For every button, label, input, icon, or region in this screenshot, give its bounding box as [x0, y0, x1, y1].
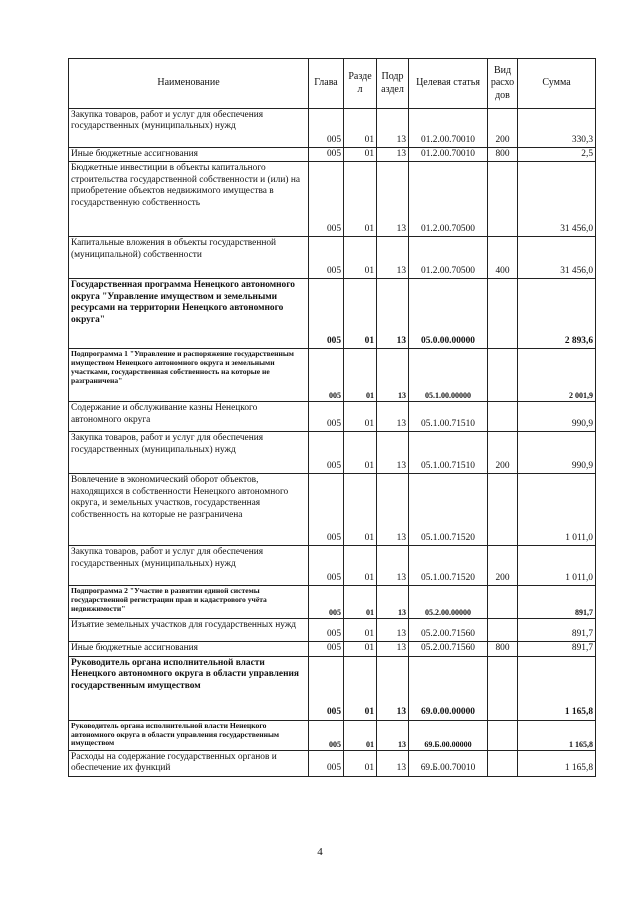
cell-sum: 1 011,0 — [518, 474, 596, 546]
cell-section: 01 — [344, 586, 377, 619]
cell-chapter: 005 — [309, 109, 344, 148]
cell-chapter: 005 — [309, 750, 344, 776]
cell-section: 01 — [344, 109, 377, 148]
header-target: Целевая статья — [409, 59, 488, 109]
cell-sum: 891,7 — [518, 619, 596, 642]
cell-type — [488, 402, 518, 432]
cell-name: Подпрограмма 2 "Участие в развитии единой системы государственной регистрации прав и кадастрового учёта недвижимости" — [69, 586, 309, 619]
table-row — [69, 750, 596, 776]
table-row — [69, 642, 596, 656]
cell-name: Изъятие земельных участков для государственных нужд — [69, 619, 309, 642]
cell-section: 01 — [344, 237, 377, 279]
cell-name: Подпрограмма 1 "Управление и распоряжение государственным имуществом Ненецкого автономного округа и земельными участками, государственная собственность на которые не разграничена" — [69, 349, 309, 402]
cell-subsection: 13 — [377, 402, 409, 432]
cell-chapter: 005 — [309, 642, 344, 656]
cell-name: Руководитель органа исполнительной власти Ненецкого автономного округа в области управления государственным имуществом — [69, 656, 309, 720]
table-header-row — [69, 59, 596, 109]
cell-type — [488, 750, 518, 776]
cell-subsection: 13 — [377, 586, 409, 619]
cell-section: 01 — [344, 720, 377, 750]
table-row — [69, 546, 596, 586]
table-row — [69, 349, 596, 402]
cell-sum: 31 456,0 — [518, 237, 596, 279]
cell-name: Вовлечение в экономический оборот объектов, находящихся в собственности Ненецкого автономного округа, и земельных участков, государственная собственность на которые не разграничена — [69, 474, 309, 546]
cell-subsection: 13 — [377, 148, 409, 162]
cell-section: 01 — [344, 750, 377, 776]
cell-target: 05.1.00.71520 — [409, 546, 488, 586]
cell-name: Бюджетные инвестиции в объекты капитального строительства государственной собственности и (или) на приобретение объектов недвижимого имущества в государственную собственность — [69, 162, 309, 237]
cell-target: 05.2.00.71560 — [409, 642, 488, 656]
cell-type — [488, 720, 518, 750]
cell-section: 01 — [344, 402, 377, 432]
table-row — [69, 279, 596, 349]
cell-chapter: 005 — [309, 237, 344, 279]
cell-target: 05.2.00.00000 — [409, 586, 488, 619]
cell-chapter: 005 — [309, 349, 344, 402]
cell-chapter: 005 — [309, 148, 344, 162]
cell-name: Закупка товаров, работ и услуг для обеспечения государственных (муниципальных) нужд — [69, 432, 309, 474]
table-row — [69, 619, 596, 642]
cell-subsection: 13 — [377, 349, 409, 402]
cell-target: 05.1.00.71510 — [409, 402, 488, 432]
cell-type: 800 — [488, 148, 518, 162]
header-chapter: Глава — [309, 59, 344, 109]
table-row — [69, 432, 596, 474]
cell-name: Иные бюджетные ассигнования — [69, 148, 309, 162]
table-row — [69, 720, 596, 750]
cell-section: 01 — [344, 546, 377, 586]
table-row — [69, 237, 596, 279]
cell-sum: 2 893,6 — [518, 279, 596, 349]
cell-subsection: 13 — [377, 432, 409, 474]
cell-chapter: 005 — [309, 432, 344, 474]
cell-section: 01 — [344, 656, 377, 720]
cell-target: 01.2.00.70500 — [409, 162, 488, 237]
cell-subsection: 13 — [377, 279, 409, 349]
cell-type — [488, 279, 518, 349]
table-row — [69, 474, 596, 546]
cell-subsection: 13 — [377, 162, 409, 237]
cell-name: Государственная программа Ненецкого автономного округа "Управление имуществом и земельными ресурсами на территории Ненецкого автономного округа" — [69, 279, 309, 349]
cell-target: 69.0.00.00000 — [409, 656, 488, 720]
cell-sum: 1 165,8 — [518, 750, 596, 776]
cell-target: 69.Б.00.00000 — [409, 720, 488, 750]
cell-target: 69.Б.00.70010 — [409, 750, 488, 776]
cell-name: Содержание и обслуживание казны Ненецкого автономного округа — [69, 402, 309, 432]
cell-subsection: 13 — [377, 619, 409, 642]
header-subsection: Подр аздел — [377, 59, 409, 109]
cell-type — [488, 474, 518, 546]
cell-target: 01.2.00.70500 — [409, 237, 488, 279]
cell-type — [488, 349, 518, 402]
cell-subsection: 13 — [377, 546, 409, 586]
cell-sum: 2 001,9 — [518, 349, 596, 402]
table-row — [69, 586, 596, 619]
cell-chapter: 005 — [309, 656, 344, 720]
cell-name: Руководитель органа исполнительной власти Ненецкого автономного округа в области управления государственным имуществом — [69, 720, 309, 750]
header-section: Разде л — [344, 59, 377, 109]
cell-type: 200 — [488, 432, 518, 474]
cell-chapter: 005 — [309, 162, 344, 237]
cell-name: Закупка товаров, работ и услуг для обеспечения государственных (муниципальных) нужд — [69, 546, 309, 586]
cell-sum: 891,7 — [518, 586, 596, 619]
cell-type: 400 — [488, 237, 518, 279]
cell-chapter: 005 — [309, 720, 344, 750]
header-type: Вид расхо дов — [488, 59, 518, 109]
cell-section: 01 — [344, 162, 377, 237]
table-row — [69, 656, 596, 720]
cell-chapter: 005 — [309, 474, 344, 546]
cell-subsection: 13 — [377, 720, 409, 750]
cell-sum: 891,7 — [518, 642, 596, 656]
cell-subsection: 13 — [377, 642, 409, 656]
cell-name: Расходы на содержание государственных органов и обеспечение их функций — [69, 750, 309, 776]
header-sum: Сумма — [518, 59, 596, 109]
cell-target: 05.1.00.71510 — [409, 432, 488, 474]
cell-sum: 990,9 — [518, 432, 596, 474]
cell-subsection: 13 — [377, 474, 409, 546]
cell-target: 05.1.00.71520 — [409, 474, 488, 546]
header-name: Наименование — [69, 59, 309, 109]
cell-sum: 330,3 — [518, 109, 596, 148]
cell-subsection: 13 — [377, 109, 409, 148]
cell-type: 800 — [488, 642, 518, 656]
cell-target: 01.2.00.70010 — [409, 148, 488, 162]
cell-sum: 990,9 — [518, 402, 596, 432]
cell-type: 200 — [488, 546, 518, 586]
cell-type — [488, 586, 518, 619]
cell-type: 200 — [488, 109, 518, 148]
cell-chapter: 005 — [309, 279, 344, 349]
cell-target: 01.2.00.70010 — [409, 109, 488, 148]
cell-target: 05.1.00.00000 — [409, 349, 488, 402]
cell-type — [488, 656, 518, 720]
cell-section: 01 — [344, 148, 377, 162]
cell-name: Иные бюджетные ассигнования — [69, 642, 309, 656]
cell-sum: 1 011,0 — [518, 546, 596, 586]
table-row — [69, 148, 596, 162]
cell-section: 01 — [344, 432, 377, 474]
cell-sum: 2,5 — [518, 148, 596, 162]
cell-subsection: 13 — [377, 656, 409, 720]
cell-type — [488, 619, 518, 642]
cell-subsection: 13 — [377, 237, 409, 279]
cell-chapter: 005 — [309, 546, 344, 586]
cell-sum: 31 456,0 — [518, 162, 596, 237]
table-row — [69, 402, 596, 432]
cell-target: 05.2.00.71560 — [409, 619, 488, 642]
table-row — [69, 162, 596, 237]
cell-sum: 1 165,8 — [518, 720, 596, 750]
cell-section: 01 — [344, 642, 377, 656]
cell-target: 05.0.00.00000 — [409, 279, 488, 349]
table-row — [69, 109, 596, 148]
cell-sum: 1 165,8 — [518, 656, 596, 720]
cell-name: Закупка товаров, работ и услуг для обеспечения государственных (муниципальных) нужд — [69, 109, 309, 148]
cell-section: 01 — [344, 474, 377, 546]
cell-chapter: 005 — [309, 619, 344, 642]
cell-section: 01 — [344, 279, 377, 349]
cell-name: Капитальные вложения в объекты государственной (муниципальной) собственности — [69, 237, 309, 279]
cell-section: 01 — [344, 349, 377, 402]
cell-type — [488, 162, 518, 237]
page-number: 4 — [317, 846, 323, 858]
budget-table — [68, 58, 596, 777]
cell-chapter: 005 — [309, 586, 344, 619]
cell-chapter: 005 — [309, 402, 344, 432]
cell-subsection: 13 — [377, 750, 409, 776]
cell-section: 01 — [344, 619, 377, 642]
